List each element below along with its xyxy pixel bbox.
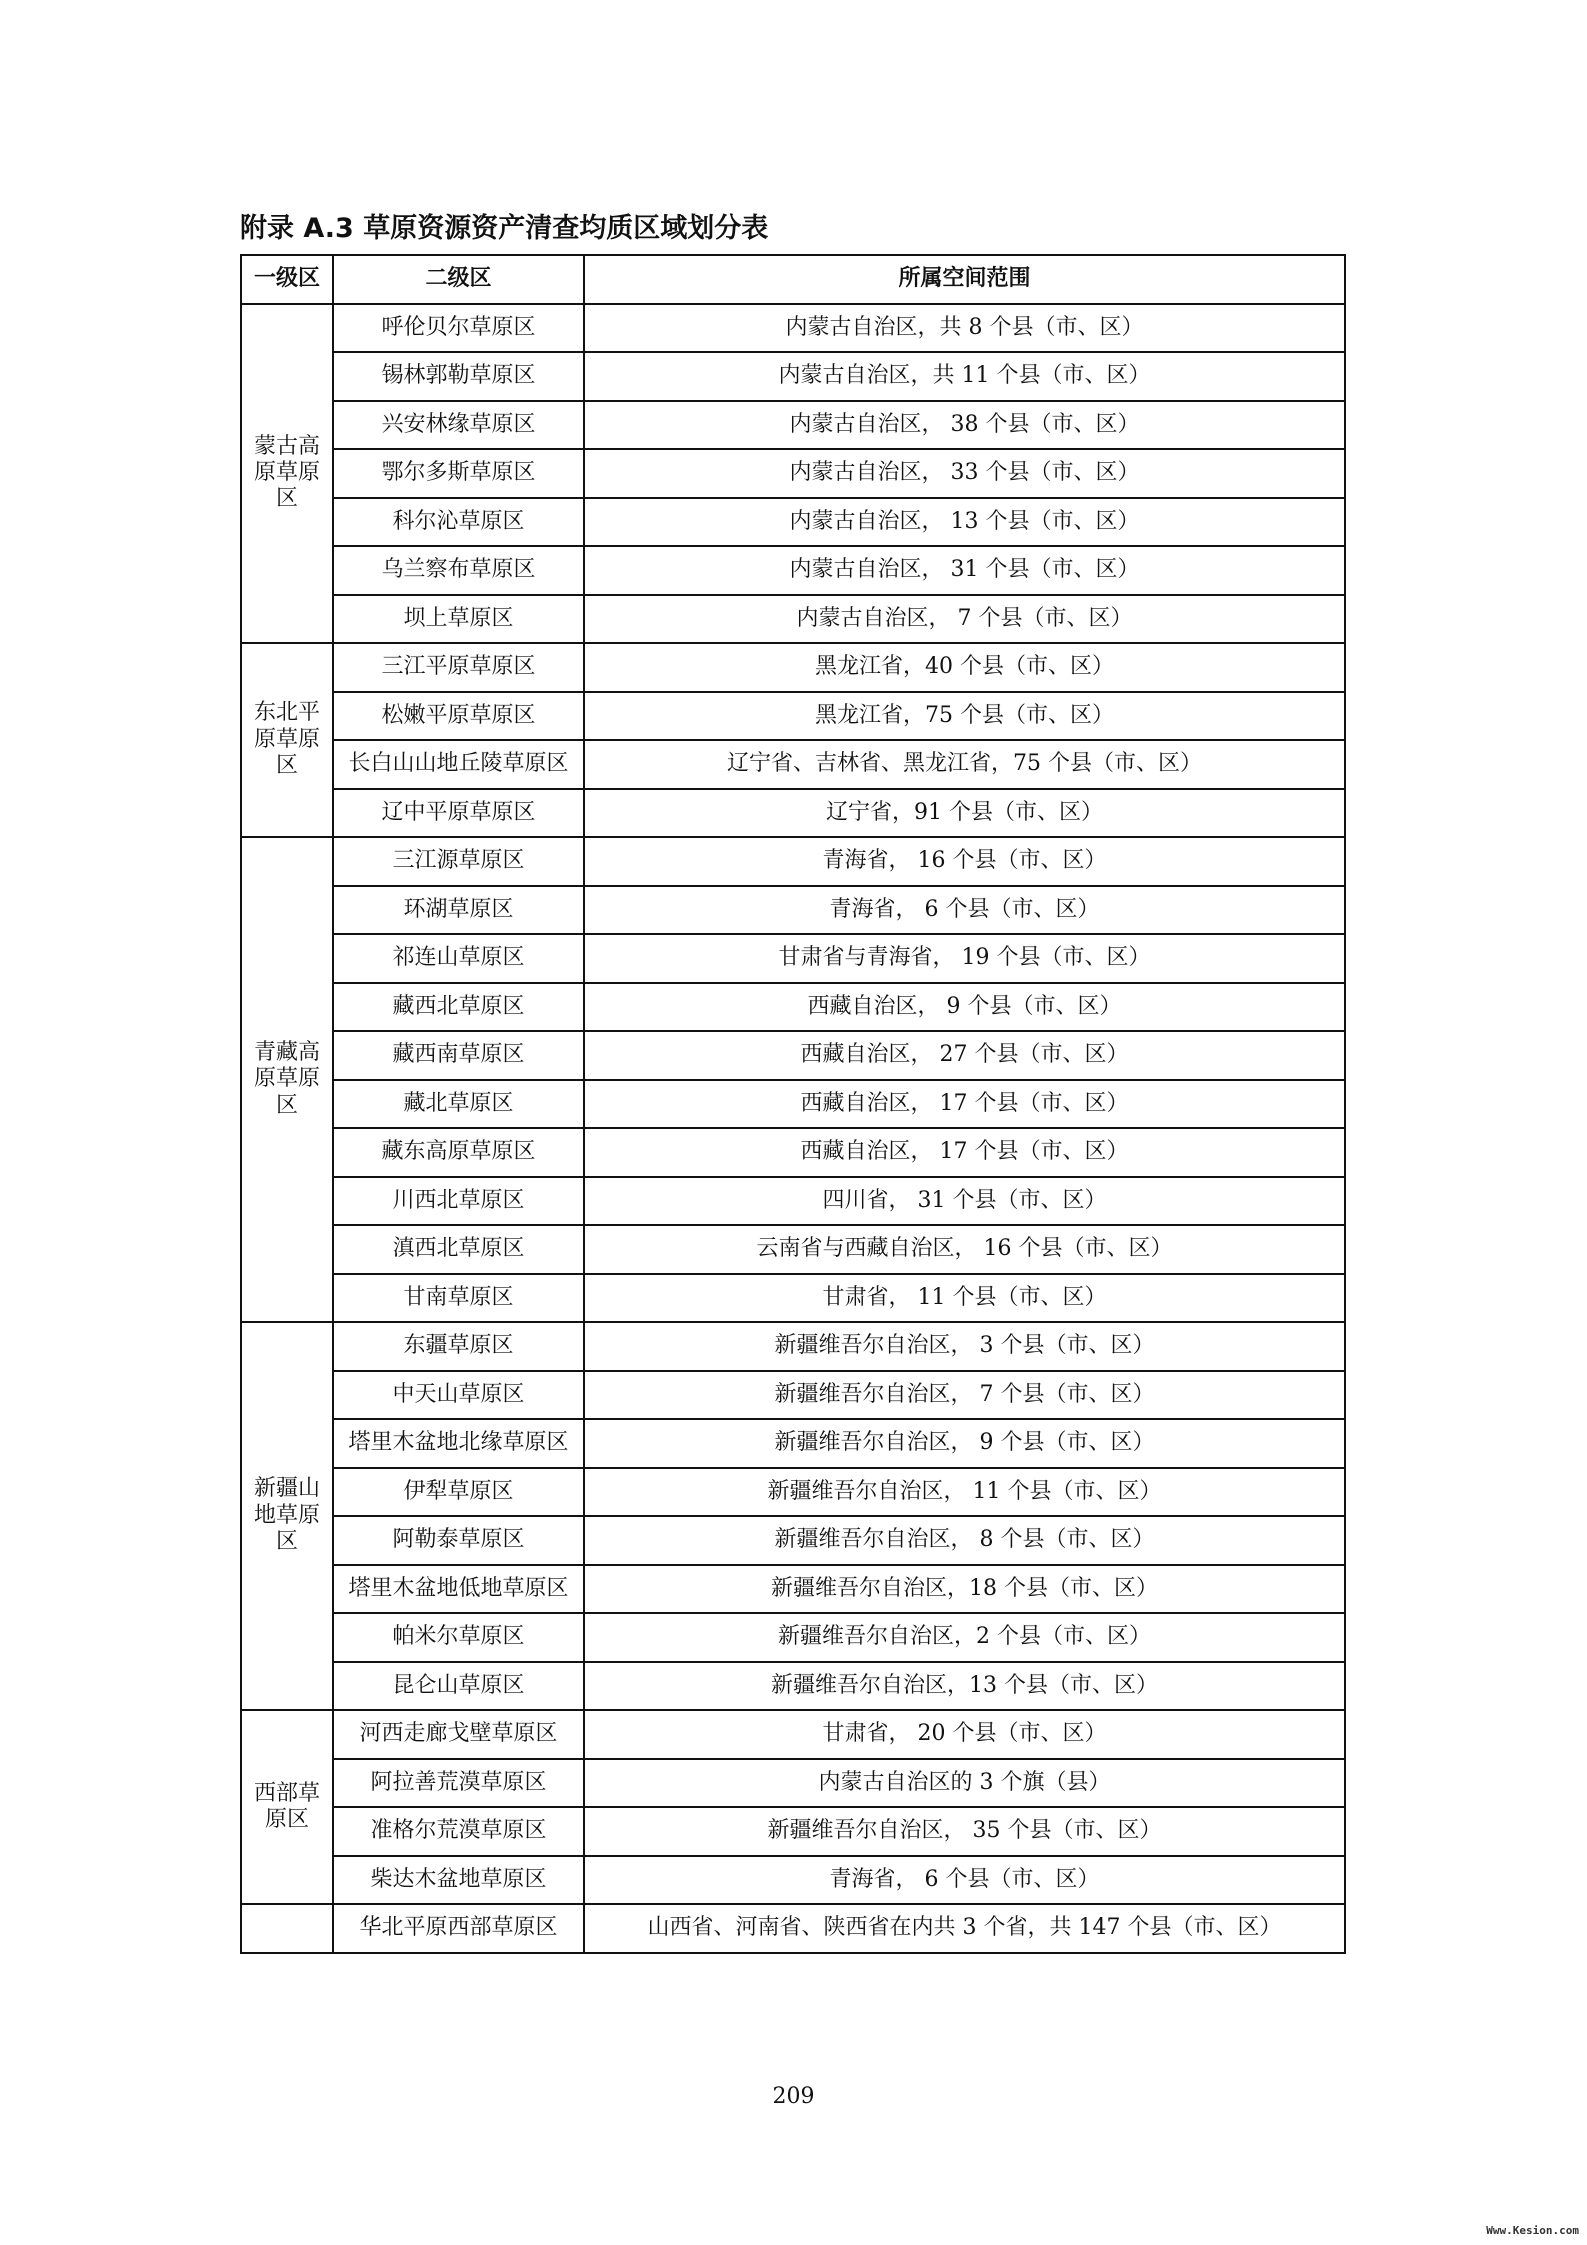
level2-region-cell: 甘南草原区	[333, 1274, 584, 1323]
spatial-scope-cell: 新疆维吾尔自治区， 3 个县（市、区）	[584, 1322, 1345, 1371]
table-row	[241, 449, 1345, 498]
level2-region-cell: 伊犁草原区	[333, 1468, 584, 1517]
spatial-scope-cell: 山西省、河南省、陕西省在内共 3 个省，共 147 个县（市、区）	[584, 1904, 1345, 1953]
level2-region-cell: 藏北草原区	[333, 1080, 584, 1129]
spatial-scope-cell: 辽宁省、吉林省、黑龙江省，75 个县（市、区）	[584, 740, 1345, 789]
spatial-scope-cell: 内蒙古自治区， 13 个县（市、区）	[584, 498, 1345, 547]
level2-region-cell: 东疆草原区	[333, 1322, 584, 1371]
level2-region-cell: 环湖草原区	[333, 886, 584, 935]
table-row	[241, 1080, 1345, 1129]
spatial-scope-cell: 辽宁省，91 个县（市、区）	[584, 789, 1345, 838]
spatial-scope-cell: 甘肃省， 11 个县（市、区）	[584, 1274, 1345, 1323]
level1-region-cell: 东北平 原草原 区	[241, 643, 333, 837]
spatial-scope-cell: 内蒙古自治区的 3 个旗（县）	[584, 1759, 1345, 1808]
level2-region-cell: 藏东高原草原区	[333, 1128, 584, 1177]
level2-region-cell: 三江源草原区	[333, 837, 584, 886]
table-row	[241, 1031, 1345, 1080]
table-row	[241, 740, 1345, 789]
table-row	[241, 1662, 1345, 1711]
level2-region-cell: 藏西南草原区	[333, 1031, 584, 1080]
level2-region-cell: 锡林郭勒草原区	[333, 352, 584, 401]
table-row	[241, 692, 1345, 741]
level2-region-cell: 帕米尔草原区	[333, 1613, 584, 1662]
spatial-scope-cell: 西藏自治区， 17 个县（市、区）	[584, 1128, 1345, 1177]
table-header-row	[241, 255, 1345, 304]
level2-region-cell: 辽中平原草原区	[333, 789, 584, 838]
table-row	[241, 983, 1345, 1032]
page-title: 附录 A.3 草原资源资产清查均质区域划分表	[240, 213, 769, 244]
spatial-scope-cell: 西藏自治区， 27 个县（市、区）	[584, 1031, 1345, 1080]
spatial-scope-cell: 内蒙古自治区， 31 个县（市、区）	[584, 546, 1345, 595]
table-row	[241, 304, 1345, 353]
level2-region-cell: 藏西北草原区	[333, 983, 584, 1032]
table-row	[241, 837, 1345, 886]
level2-region-cell: 阿拉善荒漠草原区	[333, 1759, 584, 1808]
table-row	[241, 352, 1345, 401]
level2-region-cell: 祁连山草原区	[333, 934, 584, 983]
level2-region-cell: 华北平原西部草原区	[333, 1904, 584, 1953]
spatial-scope-cell: 黑龙江省，75 个县（市、区）	[584, 692, 1345, 741]
level2-region-cell: 柴达木盆地草原区	[333, 1856, 584, 1905]
level2-region-cell: 昆仑山草原区	[333, 1662, 584, 1711]
level1-region-cell: 新疆山 地草原 区	[241, 1322, 333, 1710]
header-scope: 所属空间范围	[584, 255, 1345, 304]
spatial-scope-cell: 新疆维吾尔自治区， 11 个县（市、区）	[584, 1468, 1345, 1517]
table-row	[241, 1856, 1345, 1905]
table-row	[241, 1904, 1345, 1953]
table-row	[241, 1516, 1345, 1565]
spatial-scope-cell: 四川省， 31 个县（市、区）	[584, 1177, 1345, 1226]
level2-region-cell: 长白山山地丘陵草原区	[333, 740, 584, 789]
table-row	[241, 1128, 1345, 1177]
level2-region-cell: 松嫩平原草原区	[333, 692, 584, 741]
table-row	[241, 1177, 1345, 1226]
level2-region-cell: 坝上草原区	[333, 595, 584, 644]
level2-region-cell: 兴安林缘草原区	[333, 401, 584, 450]
spatial-scope-cell: 新疆维吾尔自治区， 7 个县（市、区）	[584, 1371, 1345, 1420]
spatial-scope-cell: 新疆维吾尔自治区，18 个县（市、区）	[584, 1565, 1345, 1614]
spatial-scope-cell: 青海省， 6 个县（市、区）	[584, 1856, 1345, 1905]
table-row	[241, 1565, 1345, 1614]
watermark: Www.Kesion.com	[1486, 2224, 1579, 2237]
table-row	[241, 1613, 1345, 1662]
table-row	[241, 595, 1345, 644]
table-row	[241, 934, 1345, 983]
spatial-scope-cell: 内蒙古自治区，共 8 个县（市、区）	[584, 304, 1345, 353]
table-row	[241, 1274, 1345, 1323]
table-row	[241, 1807, 1345, 1856]
spatial-scope-cell: 新疆维吾尔自治区， 35 个县（市、区）	[584, 1807, 1345, 1856]
table-row	[241, 1371, 1345, 1420]
level1-region-cell: 西部草 原区	[241, 1710, 333, 1904]
spatial-scope-cell: 新疆维吾尔自治区， 9 个县（市、区）	[584, 1419, 1345, 1468]
level1-region-cell	[241, 1904, 333, 1953]
page-number: 209	[772, 2084, 815, 2109]
spatial-scope-cell: 青海省， 16 个县（市、区）	[584, 837, 1345, 886]
header-level2: 二级区	[333, 255, 584, 304]
zoning-table	[240, 254, 1346, 1954]
spatial-scope-cell: 甘肃省， 20 个县（市、区）	[584, 1710, 1345, 1759]
level1-region-cell: 蒙古高 原草原 区	[241, 304, 333, 644]
table-row	[241, 401, 1345, 450]
spatial-scope-cell: 甘肃省与青海省， 19 个县（市、区）	[584, 934, 1345, 983]
header-level1: 一级区	[241, 255, 333, 304]
level2-region-cell: 塔里木盆地低地草原区	[333, 1565, 584, 1614]
table-row	[241, 1468, 1345, 1517]
level2-region-cell: 准格尔荒漠草原区	[333, 1807, 584, 1856]
level2-region-cell: 滇西北草原区	[333, 1225, 584, 1274]
table-body	[241, 304, 1345, 1953]
level2-region-cell: 河西走廊戈壁草原区	[333, 1710, 584, 1759]
spatial-scope-cell: 内蒙古自治区， 38 个县（市、区）	[584, 401, 1345, 450]
table-row	[241, 1225, 1345, 1274]
table-row	[241, 498, 1345, 547]
spatial-scope-cell: 新疆维吾尔自治区，13 个县（市、区）	[584, 1662, 1345, 1711]
spatial-scope-cell: 黑龙江省，40 个县（市、区）	[584, 643, 1345, 692]
level2-region-cell: 乌兰察布草原区	[333, 546, 584, 595]
spatial-scope-cell: 西藏自治区， 17 个县（市、区）	[584, 1080, 1345, 1129]
table-row	[241, 643, 1345, 692]
table-row	[241, 1710, 1345, 1759]
level1-region-cell: 青藏高 原草原 区	[241, 837, 333, 1322]
level2-region-cell: 中天山草原区	[333, 1371, 584, 1420]
level2-region-cell: 呼伦贝尔草原区	[333, 304, 584, 353]
table-row	[241, 1322, 1345, 1371]
spatial-scope-cell: 内蒙古自治区， 7 个县（市、区）	[584, 595, 1345, 644]
spatial-scope-cell: 青海省， 6 个县（市、区）	[584, 886, 1345, 935]
spatial-scope-cell: 新疆维吾尔自治区，2 个县（市、区）	[584, 1613, 1345, 1662]
table-row	[241, 546, 1345, 595]
spatial-scope-cell: 西藏自治区， 9 个县（市、区）	[584, 983, 1345, 1032]
level2-region-cell: 阿勒泰草原区	[333, 1516, 584, 1565]
spatial-scope-cell: 内蒙古自治区， 33 个县（市、区）	[584, 449, 1345, 498]
table-row	[241, 1759, 1345, 1808]
level2-region-cell: 塔里木盆地北缘草原区	[333, 1419, 584, 1468]
level2-region-cell: 鄂尔多斯草原区	[333, 449, 584, 498]
table-row	[241, 1419, 1345, 1468]
table-row	[241, 789, 1345, 838]
spatial-scope-cell: 内蒙古自治区，共 11 个县（市、区）	[584, 352, 1345, 401]
spatial-scope-cell: 新疆维吾尔自治区， 8 个县（市、区）	[584, 1516, 1345, 1565]
spatial-scope-cell: 云南省与西藏自治区， 16 个县（市、区）	[584, 1225, 1345, 1274]
level2-region-cell: 三江平原草原区	[333, 643, 584, 692]
level2-region-cell: 科尔沁草原区	[333, 498, 584, 547]
table-row	[241, 886, 1345, 935]
level2-region-cell: 川西北草原区	[333, 1177, 584, 1226]
